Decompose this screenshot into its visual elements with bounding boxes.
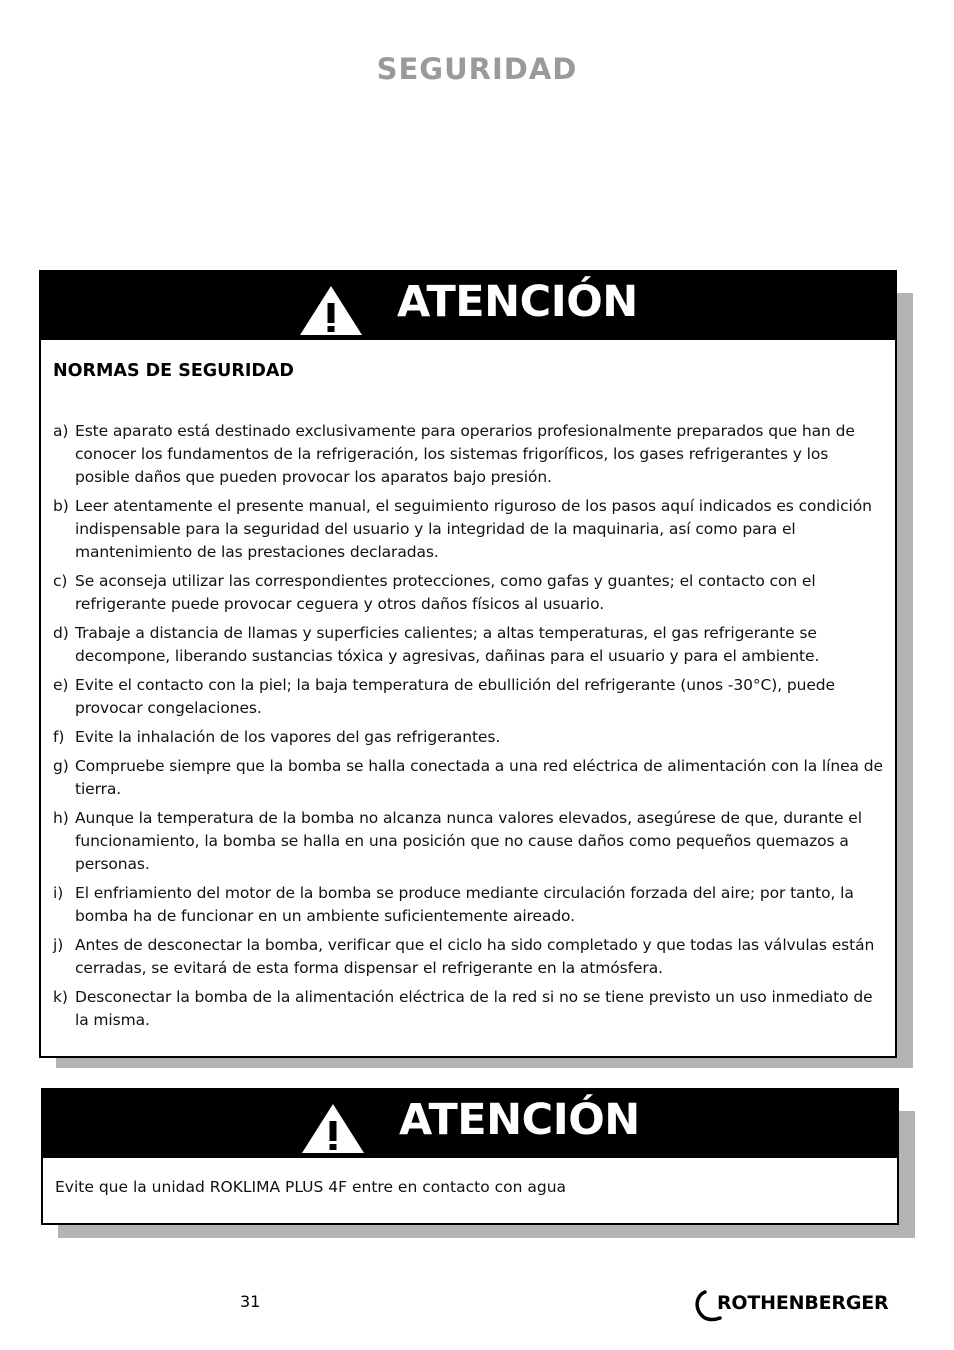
warning-note: Evite que la unidad ROKLIMA PLUS 4F entre en contacto con agua bbox=[55, 1178, 567, 1196]
list-item bbox=[53, 934, 885, 980]
warning-box-2-header bbox=[43, 1090, 897, 1158]
list-item-text: Este aparato está destinado exclusivamente para operarios profesionalmente preparados que han de conocer los fundamentos de la refrigeración, los sistemas frigoríficos, los gases refrigerantes y los posible daños que pueden provocar los aparatos bajo presión. bbox=[75, 422, 855, 486]
list-item bbox=[53, 622, 885, 668]
list-item-marker: d) bbox=[53, 624, 69, 642]
list-item-text: Evite la inhalación de los vapores del gas refrigerantes. bbox=[75, 728, 501, 746]
list-item bbox=[53, 570, 885, 616]
list-item-text: Evite el contacto con la piel; la baja temperatura de ebullición del refrigerante (unos -30°C), puede provocar congelaciones. bbox=[75, 676, 835, 717]
warning-box-1 bbox=[39, 270, 897, 1058]
safety-rules-list bbox=[53, 420, 885, 1038]
list-item-marker: b) bbox=[53, 497, 69, 515]
list-item bbox=[53, 420, 885, 489]
warning-triangle-icon bbox=[297, 283, 365, 337]
list-item-text: Leer atentamente el presente manual, el seguimiento riguroso de los pasos aquí indicados es condición indispensable para la seguridad del usuario y la integridad de la maquinaria, así como para el mantenimiento de las prestaciones declaradas. bbox=[75, 497, 872, 561]
list-item bbox=[53, 674, 885, 720]
list-item-marker: f) bbox=[53, 728, 65, 746]
list-item bbox=[53, 986, 885, 1032]
warning-box-2 bbox=[41, 1088, 899, 1225]
warning-box-1-title: ATENCIÓN bbox=[397, 277, 638, 327]
list-item-text: Se aconseja utilizar las correspondientes protecciones, como gafas y guantes; el contacto con el refrigerante puede provocar ceguera y otros daños físicos al usuario. bbox=[75, 572, 816, 613]
list-item-text: Antes de desconectar la bomba, verificar que el ciclo ha sido completado y que todas las válvulas están cerradas, se evitará de esta forma dispensar el refrigerante en la atmósfera. bbox=[75, 936, 875, 977]
list-item-text: Trabaje a distancia de llamas y superficies calientes; a altas temperaturas, el gas refrigerante se decompone, liberando sustancias tóxica y agresivas, dañinas para el usuario y para el ambiente. bbox=[75, 624, 820, 665]
list-item-marker: a) bbox=[53, 422, 69, 440]
list-item bbox=[53, 755, 885, 801]
list-item-text: El enfriamiento del motor de la bomba se produce mediante circulación forzada del aire; por tanto, la bomba ha de funcionar en un ambiente suficientemente aireado. bbox=[75, 884, 854, 925]
list-item-text: Desconectar la bomba de la alimentación eléctrica de la red si no se tiene previsto un uso inmediato de la misma. bbox=[75, 988, 873, 1029]
list-item bbox=[53, 726, 885, 749]
list-item-marker: e) bbox=[53, 676, 69, 694]
list-item-marker: i) bbox=[53, 884, 64, 902]
list-item-text: Aunque la temperatura de la bomba no alcanza nunca valores elevados, asegúrese de que, durante el funcionamiento, la bomba se halla en una posición que no cause daños como pequeños quemazos a personas. bbox=[75, 809, 862, 873]
warning-box-2-title: ATENCIÓN bbox=[399, 1095, 640, 1145]
section-heading: NORMAS DE SEGURIDAD bbox=[53, 361, 294, 381]
page-number: 31 bbox=[240, 1292, 261, 1311]
warning-triangle-icon bbox=[299, 1101, 367, 1155]
list-item-marker: k) bbox=[53, 988, 68, 1006]
warning-box-1-header bbox=[41, 272, 895, 340]
list-item bbox=[53, 807, 885, 876]
list-item bbox=[53, 495, 885, 564]
list-item-marker: h) bbox=[53, 809, 69, 827]
list-item-marker: g) bbox=[53, 757, 69, 775]
brand-logo bbox=[693, 1287, 918, 1323]
page-title: SEGURIDAD bbox=[376, 52, 578, 86]
list-item-text: Compruebe siempre que la bomba se halla conectada a una red eléctrica de alimentación con la línea de tierra. bbox=[75, 757, 883, 798]
list-item-marker: c) bbox=[53, 572, 68, 590]
list-item-marker: j) bbox=[53, 936, 64, 954]
list-item bbox=[53, 882, 885, 928]
logo-text: ROTHENBERGER bbox=[717, 1292, 889, 1314]
